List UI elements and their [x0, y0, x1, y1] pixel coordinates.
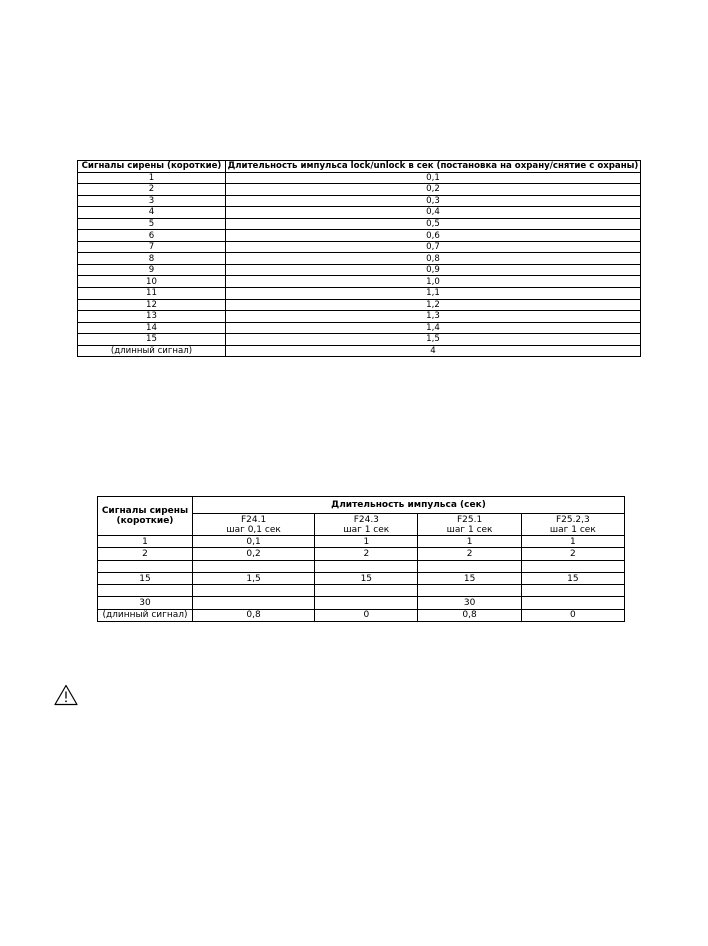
duration-cell [521, 585, 624, 597]
signal-count-cell: 9 [78, 264, 226, 276]
table-row [78, 299, 641, 311]
table-row [78, 195, 641, 207]
signal-count-cell: 1 [78, 172, 226, 184]
duration-cell: 1 [315, 536, 418, 548]
table-row [98, 572, 625, 584]
duration-cell [315, 597, 418, 609]
signal-count-cell: 1 [98, 536, 193, 548]
duration-cell: 1,5 [226, 334, 641, 346]
warning-triangle-icon [54, 684, 78, 706]
duration-cell: 0,2 [226, 184, 641, 196]
signal-count-cell: 3 [78, 195, 226, 207]
duration-cell: 0,6 [226, 230, 641, 242]
column-group-header-duration: Длительность импульса (сек) [193, 497, 625, 514]
signal-count-cell: (длинный сигнал) [78, 345, 226, 357]
table-row [78, 264, 641, 276]
duration-cell: 0,7 [226, 241, 641, 253]
duration-cell: 0,4 [226, 207, 641, 219]
duration-cell: 0,8 [226, 253, 641, 265]
column-step: шаг 1 сек [343, 524, 390, 535]
signal-count-cell [98, 560, 193, 572]
table-row [78, 276, 641, 288]
table-row [78, 334, 641, 346]
table-row [98, 609, 625, 621]
signal-count-cell: 8 [78, 253, 226, 265]
signal-count-cell [98, 585, 193, 597]
table-row [78, 207, 641, 219]
duration-cell: 0,3 [226, 195, 641, 207]
duration-cell: 0,5 [226, 218, 641, 230]
column-header-signals: Сигналы сирены (короткие) [78, 161, 226, 173]
signal-count-cell: 7 [78, 241, 226, 253]
table-header-row [78, 161, 641, 173]
duration-cell: 15 [521, 572, 624, 584]
column-code: F25.2,3 [555, 514, 590, 525]
duration-cell: 15 [418, 572, 521, 584]
signal-count-cell: 13 [78, 311, 226, 323]
column-header-f24-3 [315, 514, 418, 536]
table-row [98, 585, 625, 597]
table-header-row [98, 497, 625, 514]
table-row [78, 218, 641, 230]
table-row [98, 560, 625, 572]
column-step: шаг 1 сек [446, 524, 493, 535]
column-step: шаг 1 сек [549, 524, 596, 535]
duration-cell: 30 [418, 597, 521, 609]
duration-cell: 1,1 [226, 288, 641, 300]
duration-cell: 4 [226, 345, 641, 357]
signal-count-cell: 2 [78, 184, 226, 196]
table-row [98, 548, 625, 560]
table-row [78, 172, 641, 184]
duration-cell: 2 [418, 548, 521, 560]
column-header-signals: Сигналы сирены (короткие) [98, 497, 193, 536]
duration-cell [193, 597, 315, 609]
duration-cell [315, 585, 418, 597]
signal-count-cell: 14 [78, 322, 226, 334]
table-row [78, 241, 641, 253]
duration-cell: 0,1 [226, 172, 641, 184]
duration-cell [418, 560, 521, 572]
duration-cell: 0,8 [418, 609, 521, 621]
duration-cell: 0,8 [193, 609, 315, 621]
duration-cell: 1 [521, 536, 624, 548]
table-row [78, 322, 641, 334]
duration-cell [521, 560, 624, 572]
duration-cell [521, 597, 624, 609]
signal-count-cell: 6 [78, 230, 226, 242]
impulse-settings-table [97, 496, 625, 622]
duration-cell: 2 [521, 548, 624, 560]
duration-cell: 0,9 [226, 264, 641, 276]
table-row [78, 184, 641, 196]
duration-cell [418, 585, 521, 597]
table-row [78, 311, 641, 323]
column-code: F24.1 [240, 514, 267, 525]
signal-count-cell: 12 [78, 299, 226, 311]
column-step: шаг 0,1 сек [226, 524, 281, 535]
signal-count-cell: 15 [98, 572, 193, 584]
duration-cell: 2 [315, 548, 418, 560]
duration-cell [315, 560, 418, 572]
signal-count-cell: (длинный сигнал) [98, 609, 193, 621]
duration-cell: 0 [521, 609, 624, 621]
column-header-duration: Длительность импульса lock/unlock в сек (постановка на охрану/снятие с охраны) [226, 161, 641, 173]
pulse-duration-table [77, 160, 641, 357]
duration-cell: 0,2 [193, 548, 315, 560]
table-row [78, 253, 641, 265]
column-code: F25.1 [456, 514, 483, 525]
table-row [98, 597, 625, 609]
table-row [78, 345, 641, 357]
duration-cell: 1,2 [226, 299, 641, 311]
table-row [98, 536, 625, 548]
signal-count-cell: 15 [78, 334, 226, 346]
duration-cell: 1,0 [226, 276, 641, 288]
column-header-f25-2-3 [521, 514, 624, 536]
signal-count-cell: 5 [78, 218, 226, 230]
table-row [78, 288, 641, 300]
column-header-f24-1 [193, 514, 315, 536]
duration-cell: 0 [315, 609, 418, 621]
signal-count-cell: 30 [98, 597, 193, 609]
duration-cell [193, 560, 315, 572]
duration-cell: 1,3 [226, 311, 641, 323]
signal-count-cell: 2 [98, 548, 193, 560]
duration-cell [193, 585, 315, 597]
table-row [78, 230, 641, 242]
duration-cell: 1,5 [193, 572, 315, 584]
signal-count-cell: 10 [78, 276, 226, 288]
signal-count-cell: 11 [78, 288, 226, 300]
column-code: F24.3 [353, 514, 379, 525]
duration-cell: 1 [418, 536, 521, 548]
signal-count-cell: 4 [78, 207, 226, 219]
duration-cell: 0,1 [193, 536, 315, 548]
duration-cell: 1,4 [226, 322, 641, 334]
column-header-f25-1 [418, 514, 521, 536]
duration-cell: 15 [315, 572, 418, 584]
